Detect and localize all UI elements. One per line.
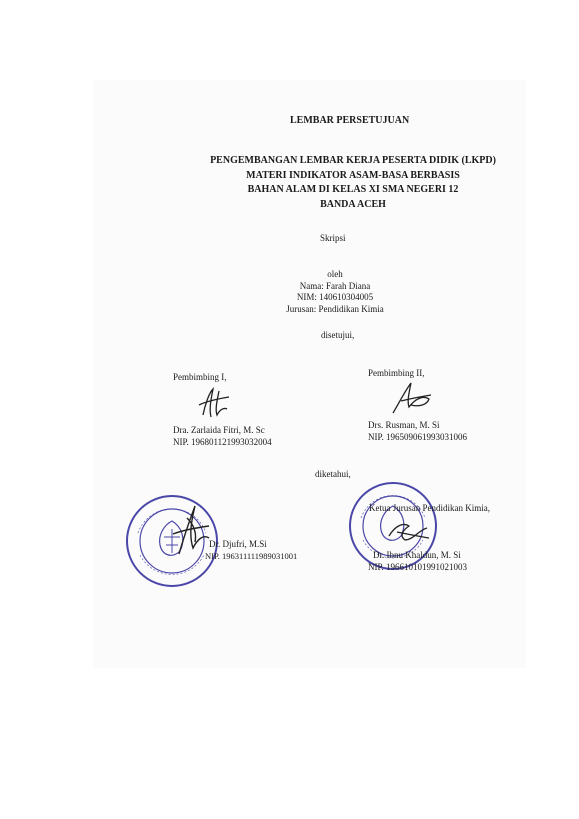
document-title: LEMBAR PERSETUJUAN xyxy=(290,115,410,126)
acknowledged-label: diketahui, xyxy=(315,469,351,479)
student-info xyxy=(255,269,415,315)
supervisor1-nip: NIP. 196801121993032004 xyxy=(173,437,272,447)
document-page xyxy=(93,80,526,668)
dean-nip: NIP. 196311111989031001 xyxy=(205,551,298,561)
thesis-title-line-4: BANDA ACEH xyxy=(320,198,386,210)
head-nip: NIP. 196610101991021003 xyxy=(368,562,468,572)
thesis-title-line-1: PENGEMBANGAN LEMBAR KERJA PESERTA DIDIK (LKPD) xyxy=(210,155,496,166)
thesis-title-line-3: BAHAN ALAM DI KELAS XI SMA NEGERI 12 xyxy=(247,184,459,195)
head-signature xyxy=(385,516,431,546)
student-nim: NIM: 140610304005 xyxy=(296,292,374,302)
head-name: Dr. Ibnu Khaldun, M. Si xyxy=(373,550,461,560)
supervisor1-signature xyxy=(195,385,235,421)
student-name: Nama: Farah Diana xyxy=(299,280,371,291)
by-label: oleh xyxy=(327,269,343,279)
supervisor2-signature xyxy=(387,379,437,417)
supervisor1-name: Dra. Zarlaida Fitri, M. Sc xyxy=(173,425,265,435)
document-type: Skripsi xyxy=(320,233,346,243)
supervisor2-name: Drs. Rusman, M. Si xyxy=(368,420,440,430)
approved-label: disetujui, xyxy=(321,330,355,340)
dean-name: Dr. Djufri, M.Si xyxy=(209,539,267,549)
thesis-title-line-2: MATERI INDIKATOR ASAM-BASA BERBASIS xyxy=(246,169,460,181)
student-department: Jurusan: Pendidikan Kimia xyxy=(286,303,384,314)
supervisor2-nip: NIP. 196509061993031006 xyxy=(368,432,468,442)
head-role: Ketua Jurusan Pendidikan Kimia, xyxy=(369,503,490,513)
supervisor1-role: Pembimbing I, xyxy=(173,372,227,382)
supervisor2-role: Pembimbing II, xyxy=(368,368,425,378)
thesis-title xyxy=(193,154,513,212)
